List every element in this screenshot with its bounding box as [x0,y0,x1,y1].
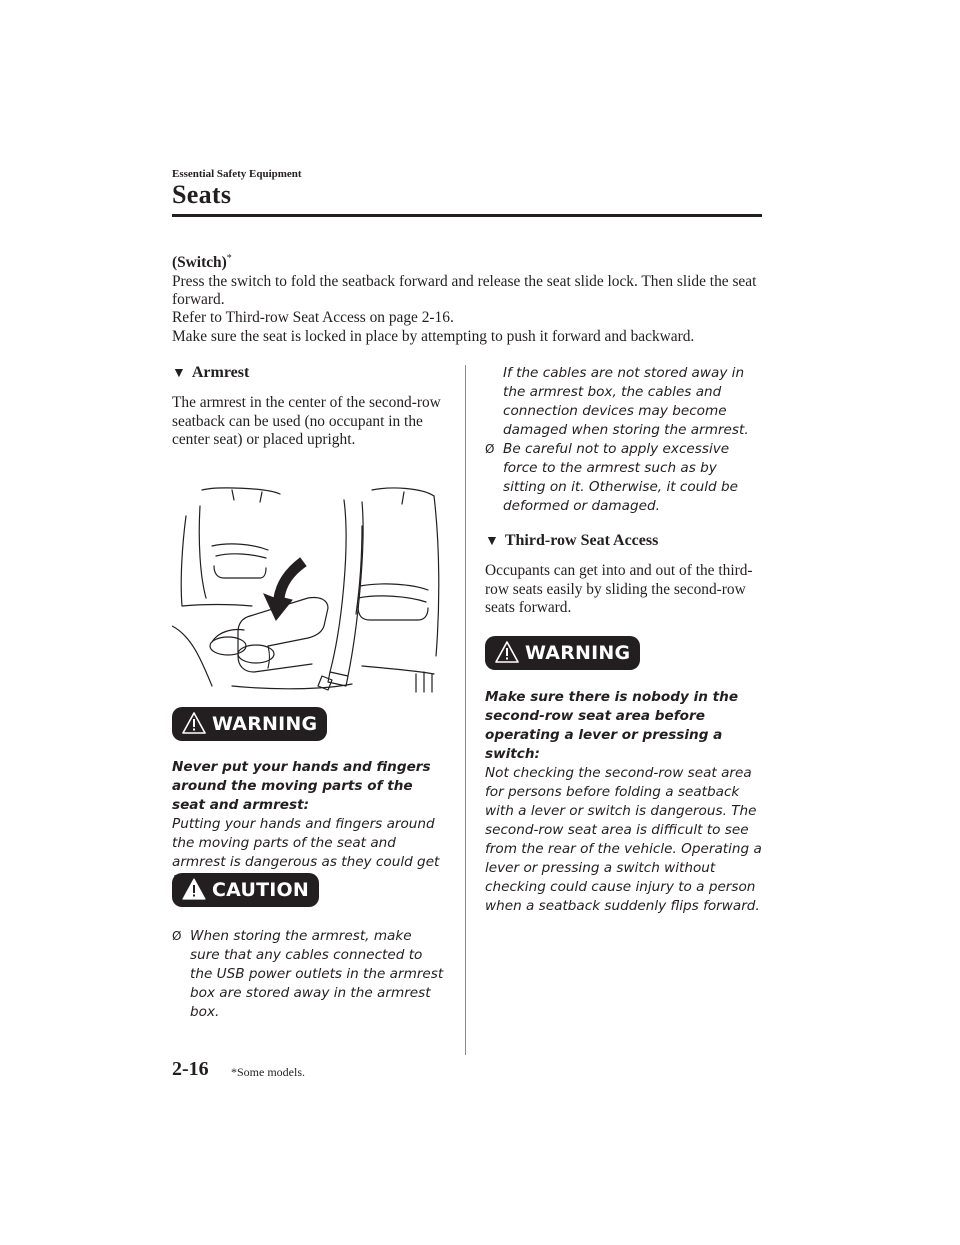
switch-section [172,250,762,346]
armrest-heading: ▼ Armrest [172,364,250,381]
third-row-body: Occupants can get into and out of the third-row seats easily by sliding the second-row seats forward. [485,562,753,617]
footnote-asterisk: * [226,253,232,264]
switch-line: Press the switch to fold the seatback forward and release the seat slide lock. Then slide the seat forward. [172,272,757,308]
warning-text: Not checking the second-row seat area for persons before folding a seatback with a lever or switch is dangerous. The second-row seat area is difficult to see from the rear of the vehicle. Operating a lever or pressing a switch without checking could cause injury to a person when a seatback suddenly flips forward. [485,764,762,914]
caution-icon [182,878,206,900]
warning-text: Putting your hands and fingers around the moving parts of the seat and armrest is dangerous as they could get [172,816,440,870]
switch-heading: (Switch)* [172,253,232,272]
caution-bullet: Ø Be careful not to apply excessive force to the armrest such as by sitting on it. Otherwise, it could be deformed or damaged. [485,441,738,514]
page-number: 2-16 [172,1058,209,1080]
warning-icon [182,712,206,734]
right-column [485,364,763,916]
arrow-bullet-icon: Ø [485,442,495,456]
column-divider [465,365,466,1055]
third-row-heading: ▼ Third-row Seat Access [485,532,659,549]
armrest-warning [172,707,444,891]
warning-bold-text: Make sure there is nobody in the second-row seat area before operating a lever or pressing a switch: [485,688,739,762]
triangle-marker-icon: ▼ [172,366,186,381]
armrest-illustration [172,486,444,694]
switch-line: Refer to Third-row Seat Access on page 2-16. [172,309,454,327]
caution-continued-text: If the cables are not stored away in the armrest box, the cables and connection devices may become damaged when storing the armrest. [503,365,749,438]
switch-line: Make sure the seat is locked in place by attempting to push it forward and backward. [172,327,695,345]
arrow-bullet-icon: Ø [172,929,182,943]
warning-badge: WARNING [172,707,327,741]
page-title: Seats [172,180,232,209]
armrest-caution [172,873,444,1022]
triangle-marker-icon: ▼ [485,534,499,549]
section-label: Essential Safety Equipment [172,168,302,180]
warning-badge: WARNING [485,636,640,670]
warning-bold-text: Never put your hands and fingers around the moving parts of the seat and armrest: [172,759,431,813]
armrest-column [172,364,444,450]
warning-icon [495,641,519,663]
title-divider [172,214,762,217]
armrest-body: The armrest in the center of the second-row seatback can be used (no occupant in the center seat) or placed upright. [172,394,441,449]
caution-badge: CAUTION [172,873,319,907]
caution-bullet: Ø When storing the armrest, make sure that any cables connected to the USB power outlets in the armrest box are stored away in the armrest box. [172,928,444,1020]
footnote: *Some models. [231,1065,305,1079]
